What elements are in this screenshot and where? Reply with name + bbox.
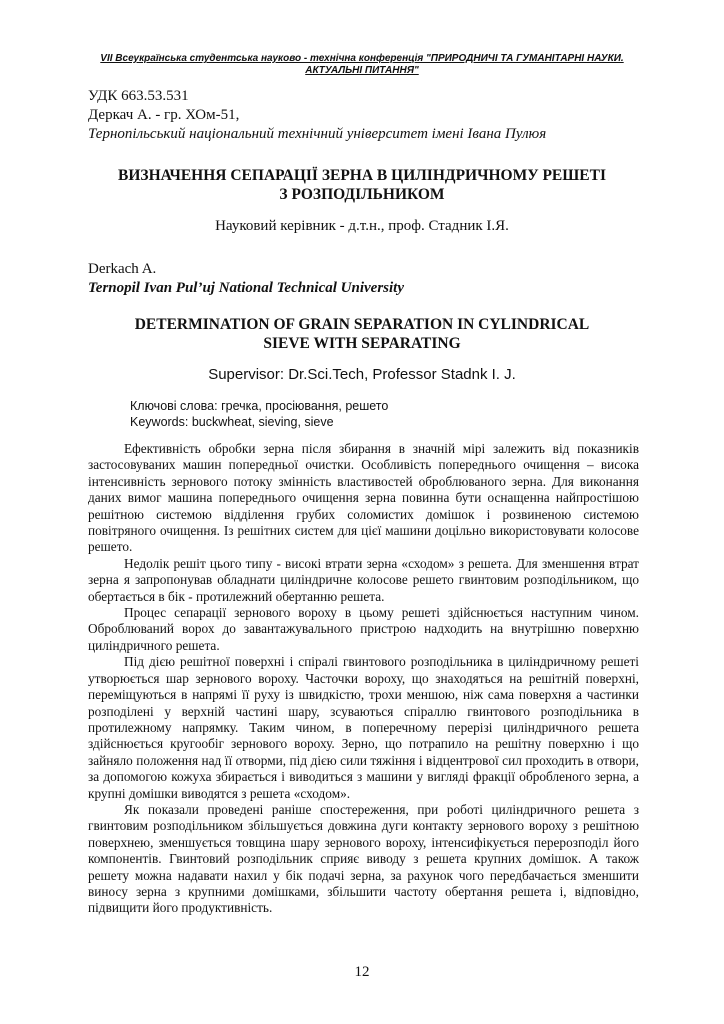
udk-code: УДК 663.53.531 <box>88 88 189 104</box>
paragraph: Недолік решіт цього типу - високі втрати зерна «сходом» з решета. Для зменшення втрат зерна я запропонував обладнати циліндричне колосове решето гвинтовим розподільником, що обертається в бік - протилежний обертанню решета. <box>88 555 639 604</box>
conference-header-line-2: АКТУАЛЬНІ ПИТАННЯ" <box>305 65 419 76</box>
body-text <box>88 441 639 917</box>
paragraph: Під дією решітної поверхні і спіралі гвинтового розподільника в циліндричному решеті утворюється шар зернового вороху. Часточки вороху, що знаходяться на решітній поверхні, переміщуються в напрямі її руху із швидкістю, трохи меншою, ніж сама поверхня а частинки розподілені у верхній частині шару, зсуваються спіраллю гвинтового розподільника в протилежному напрямку. Таким чином, в поперечному перерізі циліндричного решета здійснюється кругообіг зернового вороху. Зерно, що потрапило на решітну поверхню і що зайняло положення над її отворми, під дією сили тяжіння і відцентрової сил проходить в отвори, за допомогою кожуха збирається і виводиться з машини у вигляді фракції обробленого зерна, а крупні домішки виводятся з решета «сходом». <box>88 654 639 801</box>
keywords-block <box>130 398 388 430</box>
paragraph: Ефективність обробки зерна після збирання в значній мірі залежить від показників застосовуваних машин попередньої очистки. Особливість попереднього очищення – висока інтенсивність зернового потоку змінність властивостей оброблюваного зерна. Для виконання даних вимог машина попереднього очищення зерна повинна бути оснащенна найпростішою решітною системою відділення грубих соломистих домішок і розвиненою системою повітряного очищення. Із решітних систем для цієї машини доцільно використовувати колосове решето. <box>88 441 639 555</box>
ua-author-block <box>88 87 648 144</box>
ua-title-line-1: ВИЗНАЧЕННЯ СЕПАРАЦІЇ ЗЕРНА В ЦИЛІНДРИЧНОМУ РЕШЕТІ <box>118 167 606 184</box>
keywords-en: Keywords: buckwheat, sieving, sieve <box>130 415 334 429</box>
paragraph: Як показали проведені раніше спостереження, при роботі циліндричного решета з гвинтовим розподільником збільшується довжина дуги контакту зернового вороху з решітною поверхнею, зменшується товщина шару зернового вороху, інтенсифікується перерозподіл його компонентів. Гвинтовий розподільник сприяє виводу з решета крупних домішок. А також решету можна надавати нахил у бік подачі зерна, за рахунок чого передбачається зменшити виносу зерна з крупними домішками, збільшити частоту обертання решета і, відповідно, підвищити його продуктивність. <box>88 801 639 916</box>
page-number: 12 <box>354 964 370 980</box>
en-university: Ternopil Ivan Pul’uj National Technical University <box>88 280 405 296</box>
en-author-block <box>88 260 404 298</box>
keywords-ua: Ключові слова: гречка, просіювання, решето <box>130 399 389 413</box>
en-title-line-1: DETERMINATION OF GRAIN SEPARATION IN CYLINDRICAL <box>134 316 590 333</box>
ua-title-line-2: З РОЗПОДІЛЬНИКОМ <box>279 186 445 203</box>
ua-title <box>70 166 654 204</box>
en-title <box>70 315 654 353</box>
ua-university: Тернопільський національний технічний університет імені Івана Пулюя <box>88 126 547 142</box>
conference-header <box>60 53 664 77</box>
ua-author: Деркач А. - гр. ХОм-51, <box>88 107 240 123</box>
en-title-line-2: SIEVE WITH SEPARATING <box>263 335 461 352</box>
paragraph: Процес сепарації зернового вороху в цьому решеті здійснюється наступним чином. Оброблюваний ворох до завантажувального пристрою надходить на внутрішню поверхню циліндричного решета. <box>88 605 639 653</box>
en-author: Derkach A. <box>88 261 157 277</box>
ua-supervisor: Науковий керівник - д.т.н., проф. Стадник І.Я. <box>215 218 509 234</box>
en-supervisor: Supervisor: Dr.Sci.Tech, Professor Stadnk I. J. <box>208 366 516 383</box>
conference-header-line-1: VII Всеукраїнська студентська науково - технічна конференція "ПРИРОДНИЧІ ТА ГУМАНІТАРНІ НАУКИ. <box>100 53 624 64</box>
